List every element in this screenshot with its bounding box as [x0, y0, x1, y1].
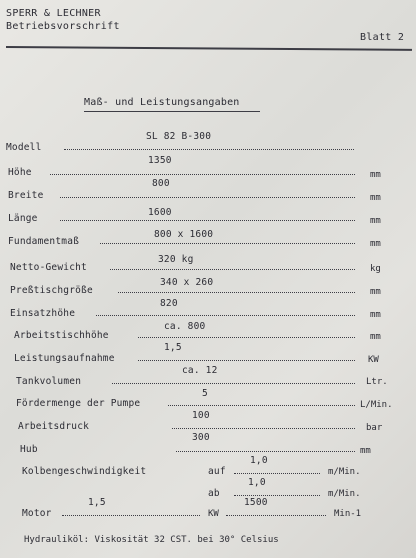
- spec-unit: mm: [370, 170, 381, 180]
- leader-dots: [96, 315, 355, 316]
- spec-value: 1600: [148, 207, 172, 218]
- leader-dots: [138, 337, 355, 338]
- spec-value: 100: [192, 410, 210, 421]
- spec-unit: KW: [368, 355, 379, 365]
- leader-dots: [60, 220, 355, 221]
- spec-label: Fördermenge der Pumpe: [16, 398, 141, 409]
- spec-label: Tankvolumen: [16, 376, 82, 387]
- spec-label: Netto-Gewicht: [10, 262, 87, 273]
- spec-value: 320 kg: [158, 254, 194, 265]
- page-number: Blatt 2: [360, 32, 405, 43]
- kolben-ab-value: 1,0: [248, 477, 266, 488]
- leader-dots: [62, 515, 200, 516]
- hydraulic-oil-note: Hydrauliköl: Viskosität 32 CST. bei 30° Celsius: [24, 535, 279, 545]
- motor-rpm-value: 1500: [244, 497, 268, 508]
- header-rule: [6, 46, 412, 50]
- spec-value: 300: [192, 432, 210, 443]
- spec-unit: mm: [370, 193, 381, 203]
- spec-label: Einsatzhöhe: [10, 308, 76, 319]
- spec-value: 340 x 260: [160, 277, 214, 288]
- document-subtitle: Betriebsvorschrift: [6, 21, 120, 32]
- leader-dots: [226, 515, 326, 516]
- spec-unit: mm: [360, 446, 371, 456]
- spec-unit: mm: [370, 287, 381, 297]
- spec-unit: mm: [370, 310, 381, 320]
- spec-value: 5: [202, 388, 208, 399]
- spec-value: 800 x 1600: [154, 229, 214, 240]
- spec-label: Arbeitstischhöhe: [14, 330, 109, 341]
- leader-dots: [234, 473, 320, 474]
- spec-value: SL 82 B-300: [146, 131, 212, 142]
- kolben-label: Kolbengeschwindigkeit: [22, 466, 147, 477]
- leader-dots: [110, 269, 355, 270]
- spec-label: Breite: [8, 190, 44, 201]
- leader-dots: [118, 292, 355, 293]
- spec-unit: L/Min.: [360, 400, 393, 410]
- spec-label: Preßtischgröße: [10, 285, 93, 296]
- leader-dots: [112, 383, 355, 384]
- spec-label: Fundamentmaß: [8, 236, 80, 247]
- spec-value: 800: [152, 178, 170, 189]
- spec-label: Leistungsaufnahme: [14, 353, 115, 364]
- leader-dots: [168, 405, 355, 406]
- leader-dots: [60, 197, 355, 198]
- company-name: SPERR & LECHNER: [6, 8, 101, 19]
- motor-rpm-unit: Min-1: [334, 509, 362, 519]
- spec-value: 1350: [148, 155, 172, 166]
- spec-value: ca. 12: [182, 365, 218, 376]
- kolben-auf-value: 1,0: [250, 455, 268, 466]
- spec-unit: mm: [370, 216, 381, 226]
- leader-dots: [234, 495, 320, 496]
- kolben-auf-unit: m/Min.: [328, 467, 361, 477]
- spec-value: 820: [160, 298, 178, 309]
- kolben-auf-label: auf: [208, 466, 226, 477]
- spec-label: Hub: [20, 444, 38, 455]
- leader-dots: [172, 428, 355, 429]
- spec-value: 1,5: [164, 342, 182, 353]
- motor-kw-unit: KW: [208, 509, 219, 519]
- motor-kw-value: 1,5: [88, 497, 106, 508]
- leader-dots: [64, 149, 354, 150]
- spec-label: Arbeitsdruck: [18, 421, 90, 432]
- spec-unit: bar: [366, 423, 383, 433]
- section-heading: Maß- und Leistungsangaben: [84, 97, 240, 108]
- leader-dots: [100, 243, 355, 244]
- spec-label: Länge: [8, 213, 38, 224]
- leader-dots: [176, 451, 355, 452]
- leader-dots: [50, 174, 355, 175]
- spec-unit: Ltr.: [366, 377, 388, 387]
- heading-underline: [84, 111, 260, 112]
- leader-dots: [138, 360, 355, 361]
- spec-unit: mm: [370, 239, 381, 249]
- spec-unit: mm: [370, 332, 381, 342]
- spec-unit: kg: [370, 264, 381, 274]
- spec-label: Modell: [6, 142, 42, 153]
- spec-value: ca. 800: [164, 321, 206, 332]
- motor-label: Motor: [22, 508, 52, 519]
- kolben-ab-unit: m/Min.: [328, 489, 361, 499]
- kolben-ab-label: ab: [208, 488, 220, 499]
- spec-label: Höhe: [8, 167, 32, 178]
